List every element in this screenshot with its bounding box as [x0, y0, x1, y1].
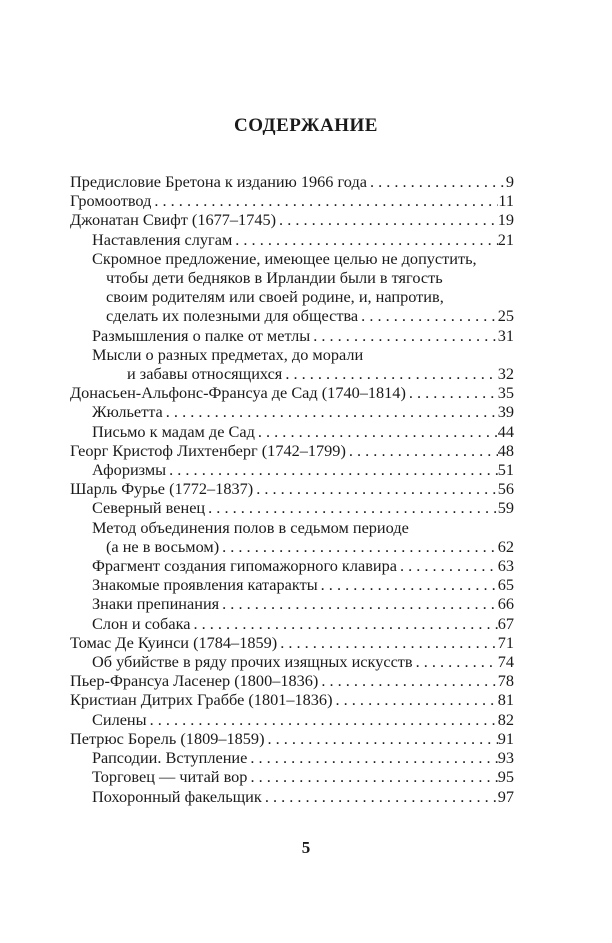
toc-entry-text: Жюльетта [92, 402, 163, 422]
leader-dots [255, 422, 498, 441]
toc-page-number: 71 [497, 632, 514, 652]
toc-page-number: 25 [497, 306, 514, 326]
toc-page-number: 93 [497, 748, 514, 768]
toc-subentry-line: Мысли о разных предметах, до морали [92, 344, 364, 364]
toc-entry-text: Джонатан Свифт (1677–1745) [70, 210, 277, 230]
toc-entry-text: Фрагмент создания гипомажорного клавира [92, 556, 397, 576]
toc-subentry [70, 787, 514, 806]
toc-subentry [70, 537, 514, 556]
toc-entry-text: Шарль Фурье (1772–1837) [70, 479, 254, 499]
toc-entry [70, 479, 514, 498]
leader-dots [413, 652, 498, 671]
toc-page-number: 91 [497, 728, 514, 748]
toc-entry-text: и забавы относящихся [127, 364, 283, 384]
toc-page-number: 74 [497, 652, 514, 672]
page-number: 5 [301, 838, 311, 857]
toc-entry-text: Наставления слугам [92, 229, 233, 249]
toc-subentry [70, 460, 514, 479]
leader-dots [367, 172, 506, 191]
toc-entry-text: сделать их полезными для общества [106, 306, 359, 326]
toc-subentry [70, 230, 514, 249]
leader-dots [163, 402, 498, 421]
toc-subentry [70, 364, 514, 383]
leader-dots [397, 556, 498, 575]
toc-entry-text: Громоотвод [70, 191, 152, 211]
toc-page-number: 82 [497, 709, 514, 729]
toc-page-number: 95 [497, 767, 514, 787]
toc-page-number: 11 [498, 191, 514, 211]
toc-subentry [70, 402, 514, 421]
toc-entry-text: Донасьен-Альфонс-Франсуа де Сад (1740–1814) [70, 383, 406, 403]
toc-entry-text: Томас Де Куинси (1784–1859) [70, 632, 278, 652]
toc-subentry-line: Скромное предложение, имеющее целью не допустить, [92, 248, 477, 268]
toc-page-number: 44 [497, 421, 514, 441]
toc-entry [70, 690, 514, 709]
toc-subentry [70, 556, 514, 575]
toc-entry-text: Петрюс Борель (1809–1859) [70, 728, 265, 748]
leader-dots [253, 479, 498, 498]
toc-subentry [70, 614, 514, 633]
leader-dots [406, 383, 498, 402]
leader-dots [247, 748, 497, 767]
toc-entry-text: Об убийстве в ряду прочих изящных искусств [92, 652, 413, 672]
toc-entry-text: (а не в восьмом) [106, 536, 220, 556]
toc-entry-text: Знаки препинания [92, 594, 220, 614]
toc-entry-text: Письмо к мадам де Сад [92, 421, 255, 441]
leader-dots [333, 690, 498, 709]
toc-entry-text: Предисловие Бретона к изданию 1966 года [70, 172, 367, 191]
leader-dots [190, 614, 497, 633]
toc-subentry [70, 710, 514, 729]
leader-dots [346, 441, 498, 460]
toc-page-number: 66 [497, 594, 514, 614]
toc-page-number: 9 [505, 172, 514, 191]
toc-entry-text: Рапсодии. Вступление [92, 748, 248, 768]
toc-entry-text: Силены [92, 709, 147, 729]
toc-page-number: 81 [497, 690, 514, 710]
toc-page-number: 59 [497, 498, 514, 518]
toc-entry [70, 671, 514, 690]
toc-page-number: 51 [497, 460, 514, 480]
leader-dots [151, 191, 498, 210]
leader-dots [262, 787, 498, 806]
toc-page-number: 31 [497, 325, 514, 345]
toc-entry [70, 729, 514, 748]
toc-page-number: 21 [497, 229, 514, 249]
leader-dots [219, 594, 498, 613]
toc-entry [70, 191, 514, 210]
toc-entry [70, 633, 514, 652]
leader-dots [219, 537, 498, 556]
leader-dots [276, 210, 498, 229]
leader-dots [318, 575, 498, 594]
toc-page-number: 48 [497, 440, 514, 460]
toc-page-number: 39 [497, 402, 514, 422]
leader-dots [318, 671, 497, 690]
leader-dots [265, 729, 498, 748]
toc-subentry [70, 306, 514, 325]
toc-subentry [70, 748, 514, 767]
toc-entry-text: Северный венец [92, 498, 206, 518]
toc-page-number: 97 [497, 786, 514, 806]
toc-entry-text: Слон и собака [92, 613, 191, 633]
leader-dots [147, 710, 498, 729]
toc-subentry [70, 326, 514, 345]
toc-entry-text: Афоризмы [92, 460, 167, 480]
toc-subentry-line: чтобы дети бедняков в Ирландии были в тягость [106, 268, 443, 288]
leader-dots [310, 326, 497, 345]
leader-dots [205, 498, 498, 517]
leader-dots [166, 460, 498, 479]
leader-dots [358, 306, 498, 325]
toc-entry [70, 383, 514, 402]
toc-entry-text: Торговец — читай вор [92, 767, 248, 787]
toc-page-number: 67 [497, 613, 514, 633]
leader-dots [277, 633, 498, 652]
toc-subentry [70, 767, 514, 786]
toc-page-number: 32 [497, 364, 514, 384]
toc-subentry [70, 498, 514, 517]
toc-page-number: 63 [497, 556, 514, 576]
toc-entry-text: Знакомые проявления катаракты [92, 575, 318, 595]
toc-page-number: 62 [497, 536, 514, 556]
toc-entry-text: Пьер-Франсуа Ласенер (1800–1836) [70, 671, 319, 691]
toc-entry [70, 210, 514, 229]
toc-subentry [70, 575, 514, 594]
toc-entry-text: Похоронный факельщик [92, 786, 262, 806]
toc-page-number: 19 [497, 210, 514, 230]
toc-entry-text: Георг Кристоф Лихтенберг (1742–1799) [70, 440, 346, 460]
toc-page-number: 78 [497, 671, 514, 691]
leader-dots [247, 767, 497, 786]
leader-dots [232, 230, 497, 249]
toc-page-number: 65 [497, 575, 514, 595]
toc-title: СОДЕРЖАНИЕ [234, 115, 378, 136]
toc-entry-text: Размышления о палке от метлы [92, 325, 311, 345]
toc-page-number: 35 [497, 383, 514, 403]
toc-entry-text: Кристиан Дитрих Граббе (1801–1836) [70, 690, 333, 710]
toc-subentry [70, 594, 514, 613]
toc-subentry [70, 652, 514, 671]
toc-entry [70, 441, 514, 460]
leader-dots [282, 364, 497, 383]
toc-subentry-line: своим родителям или своей родине, и, напротив, [106, 287, 444, 307]
toc-entry [70, 172, 514, 191]
table-of-contents [70, 172, 514, 806]
toc-page-number: 56 [497, 479, 514, 499]
toc-subentry-line: Метод объединения полов в седьмом периоде [92, 517, 409, 537]
toc-subentry [70, 422, 514, 441]
